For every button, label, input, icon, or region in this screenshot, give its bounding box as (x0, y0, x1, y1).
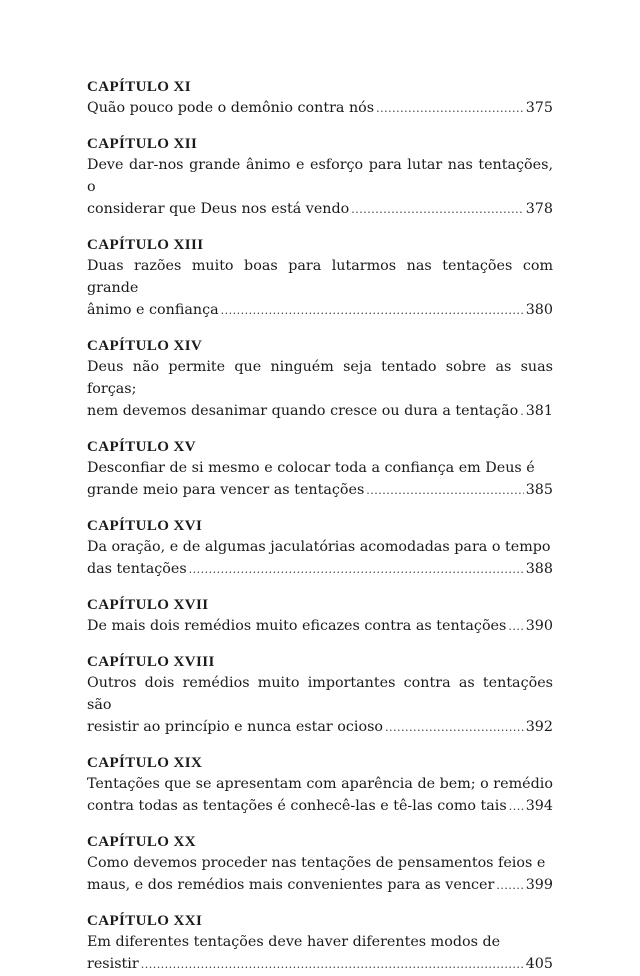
chapter-title-text: nem devemos desanimar quando cresce ou dura a tentação (87, 403, 519, 419)
page-number[interactable]: 405 (525, 956, 553, 972)
chapter-title-text: Quão pouco pode o demônio contra nós (87, 100, 375, 116)
page-number[interactable]: 375 (525, 100, 553, 116)
chapter-heading: CAPÍTULO XII (87, 136, 198, 152)
dot-leader (508, 616, 523, 638)
chapter-title-last-line (87, 558, 553, 581)
dot-leader (141, 954, 524, 976)
page-number[interactable]: 399 (525, 877, 553, 893)
toc-entry[interactable] (87, 912, 553, 976)
chapter-title-last-line (87, 97, 553, 120)
dot-leader (376, 98, 524, 120)
page-number[interactable]: 390 (525, 618, 553, 634)
chapter-title-last-line (87, 198, 553, 221)
dot-leader (221, 300, 524, 322)
chapter-heading: CAPÍTULO XIII (87, 237, 204, 253)
dot-leader (496, 875, 523, 897)
chapter-heading: CAPÍTULO XXI (87, 913, 203, 929)
chapter-title-line: Da oração, e de algumas jaculatórias acomodadas para o tempo (87, 539, 551, 555)
dot-leader (351, 199, 523, 221)
toc-entry[interactable] (87, 438, 553, 502)
chapter-title-line: Duas razões muito boas para lutarmos nas tentações com grande (87, 258, 553, 296)
toc-entry[interactable] (87, 754, 553, 818)
dot-leader (385, 717, 524, 739)
toc-entry[interactable] (87, 135, 553, 221)
chapter-title-last-line (87, 953, 553, 976)
chapter-heading: CAPÍTULO XX (87, 834, 196, 850)
chapter-title-last-line (87, 874, 553, 897)
toc-entry[interactable] (87, 596, 553, 638)
chapter-title-line: Deus não permite que ninguém seja tentado sobre as suas forças; (87, 359, 553, 397)
chapter-heading: CAPÍTULO XVII (87, 597, 209, 613)
page-number[interactable]: 392 (525, 719, 553, 735)
table-of-contents (87, 78, 553, 976)
chapter-title-line: Em diferentes tentações deve haver diferentes modos de (87, 934, 501, 950)
chapter-title-text: das tentações (87, 561, 187, 577)
chapter-heading: CAPÍTULO XI (87, 79, 191, 95)
chapter-title-last-line (87, 716, 553, 739)
chapter-title-line: Como devemos proceder nas tentações de pensamentos feios e (87, 855, 546, 871)
chapter-title-line: Desconfiar de si mesmo e colocar toda a confiança em Deus é (87, 460, 535, 476)
toc-entry[interactable] (87, 833, 553, 897)
chapter-title-text: grande meio para vencer as tentações (87, 482, 365, 498)
chapter-heading: CAPÍTULO XIX (87, 755, 203, 771)
chapter-heading: CAPÍTULO XVIII (87, 654, 215, 670)
chapter-title-text: contra todas as tentações é conhecê-las e tê-las como tais (87, 798, 507, 814)
chapter-heading: CAPÍTULO XIV (87, 338, 203, 354)
dot-leader (366, 480, 523, 502)
page-number[interactable]: 385 (525, 482, 553, 498)
chapter-heading: CAPÍTULO XV (87, 439, 196, 455)
chapter-heading: CAPÍTULO XVI (87, 518, 203, 534)
page-number[interactable]: 388 (525, 561, 553, 577)
chapter-title-text: considerar que Deus nos está vendo (87, 201, 350, 217)
dot-leader (189, 559, 524, 581)
chapter-title-line: Tentações que se apresentam com aparência de bem; o remédio (87, 776, 553, 792)
chapter-title-text: resistir (87, 956, 139, 972)
chapter-title-line: Deve dar-nos grande ânimo e esforço para lutar nas tentações, o (87, 157, 553, 195)
page-number[interactable]: 394 (525, 798, 553, 814)
chapter-title-text: maus, e dos remédios mais convenientes para as vencer (87, 877, 495, 893)
toc-entry[interactable] (87, 78, 553, 120)
chapter-title-last-line (87, 615, 553, 638)
dot-leader (509, 796, 524, 818)
chapter-title-last-line (87, 299, 553, 322)
toc-entry[interactable] (87, 653, 553, 739)
chapter-title-text: De mais dois remédios muito eficazes contra as tentações (87, 618, 507, 634)
page-number[interactable]: 381 (525, 403, 553, 419)
chapter-title-line: Outros dois remédios muito importantes contra as tentações são (87, 675, 553, 713)
chapter-title-last-line (87, 479, 553, 502)
page-number[interactable]: 378 (525, 201, 553, 217)
toc-entry[interactable] (87, 337, 553, 423)
dot-leader (520, 401, 523, 423)
chapter-title-last-line (87, 795, 553, 818)
chapter-title-last-line (87, 400, 553, 423)
chapter-title-text: resistir ao princípio e nunca estar ocioso (87, 719, 384, 735)
toc-entry[interactable] (87, 236, 553, 322)
toc-entry[interactable] (87, 517, 553, 581)
chapter-title-text: ânimo e confiança (87, 302, 219, 318)
page-number[interactable]: 380 (525, 302, 553, 318)
